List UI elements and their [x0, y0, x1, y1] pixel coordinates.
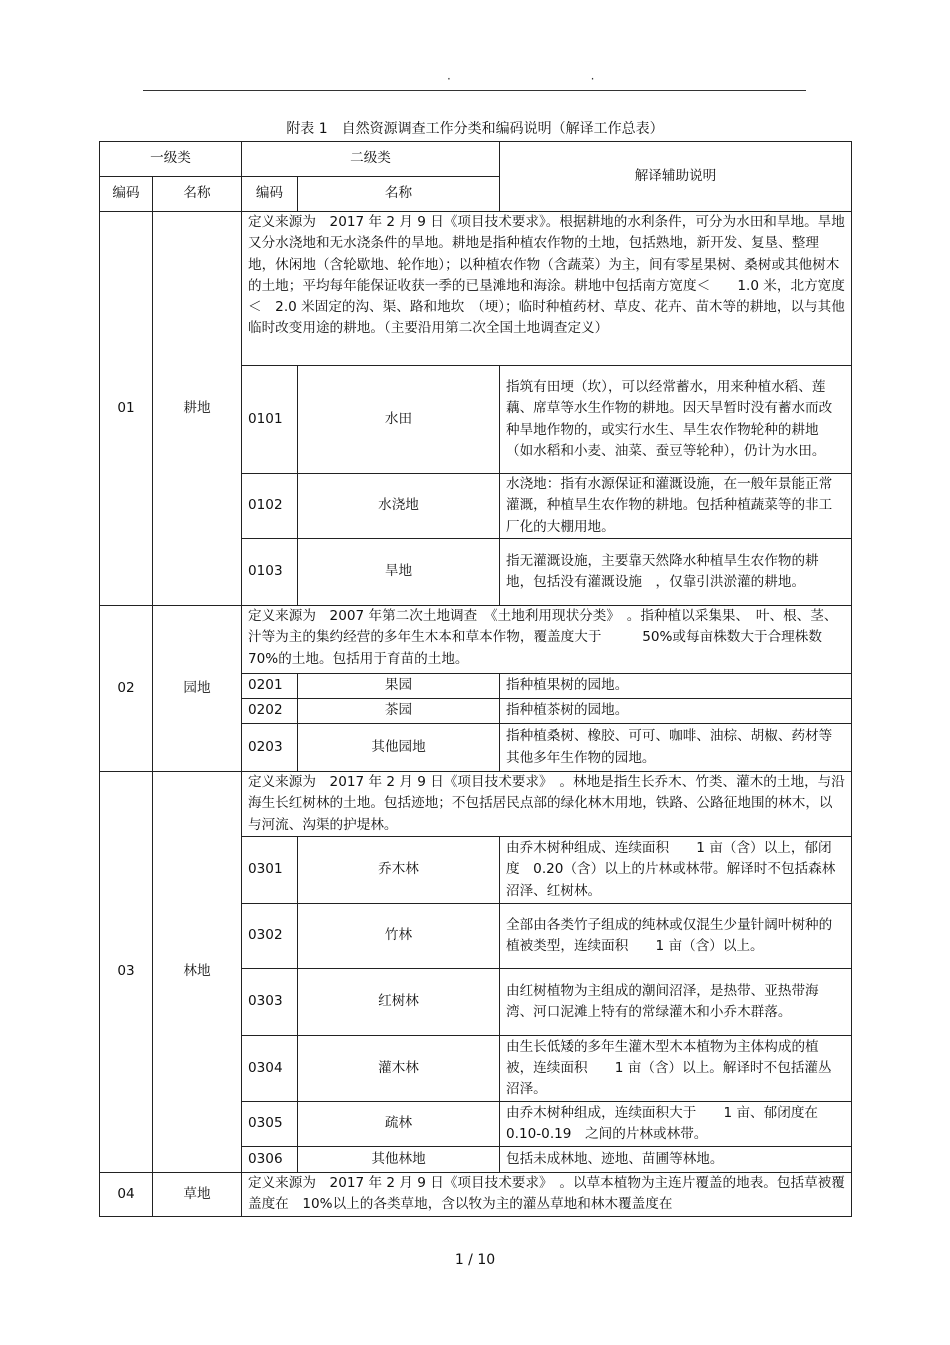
item-code: 0103	[242, 539, 298, 606]
item-name: 水田	[298, 366, 500, 474]
item-name: 其他园地	[298, 724, 500, 772]
item-name: 灌木林	[298, 1036, 500, 1102]
description-header: 解译辅助说明	[500, 142, 852, 212]
item-name: 茶园	[298, 699, 500, 724]
item-description: 由乔木树种组成、连续面积 1 亩（含）以上，郁闭度 0.20（含）以上的片林或林带。解译时不包括森林沼泽、红树林。	[500, 837, 852, 904]
group-code: 01	[100, 212, 153, 606]
group-name: 林地	[153, 772, 242, 1173]
item-code: 0301	[242, 837, 298, 904]
group-name: 耕地	[153, 212, 242, 606]
item-code: 0303	[242, 969, 298, 1036]
group-definition: 定义来源为 2017 年 2 月 9 日《项目技术要求》。根据耕地的水利条件，可分为水田和旱地。旱地又分水浇地和无水浇条件的旱地。耕地是指种植农作物的土地，包括熟地，新开发、复垦、整理地，休闲地（含轮歇地、轮作地）；以种植农作物（含蔬菜）为主，间有零星果树、桑树或其他树木的土地；平均每年能保证收获一季的已垦滩地和海涂。耕地中包括南方宽度＜ 1.0 米，北方宽度＜ 2.0 米固定的沟、渠、路和地坎 （埂）；临时种植药材、草皮、花卉、苗木等的耕地，以与其他临时改变用途的耕地。（主要沿用第二次全国土地调查定义）	[242, 212, 852, 366]
item-description: 由生长低矮的多年生灌木型木本植物为主体构成的植被，连续面积 1 亩（含）以上。解译时不包括灌丛沼泽。	[500, 1036, 852, 1102]
item-code: 0203	[242, 724, 298, 772]
item-description: 指种植果树的园地。	[500, 674, 852, 699]
item-description: 指种植桑树、橡胶、可可、咖啡、油棕、胡椒、药材等其他多年生作物的园地。	[500, 724, 852, 772]
level2-header: 二级类	[242, 142, 500, 177]
item-code: 0202	[242, 699, 298, 724]
group-code: 03	[100, 772, 153, 1173]
item-code: 0306	[242, 1147, 298, 1173]
item-description: 指筑有田埂（坎），可以经常蓄水，用来种植水稻、莲藕、席草等水生作物的耕地。因天旱暂时没有蓄水而改种旱地作物的，或实行水生、旱生农作物轮种的耕地（如水稻和小麦、油菜、蚕豆等轮种），仍计为水田。	[500, 366, 852, 474]
group-definition: 定义来源为 2007 年第二次土地调查 《土地利用现状分类》 。指种植以采集果、 叶、根、茎、汁等为主的集约经营的多年生木本和草本作物，覆盖度大于 50%或每亩株数大于合理株数 70%的土地。包括用于育苗的土地。	[242, 606, 852, 674]
item-code: 0101	[242, 366, 298, 474]
table-title: 附表 1 自然资源调查工作分类和编码说明（解译工作总表）	[286, 121, 664, 137]
group-definition: 定义来源为 2017 年 2 月 9 日《项目技术要求》 。林地是指生长乔木、竹类、灌木的土地，与沿海生长红树林的土地。包括迹地；不包括居民点部的绿化林木用地，铁路、公路征地围的林木，以与河流、沟渠的护堤林。	[242, 772, 852, 837]
item-description: 由红树植物为主组成的潮间沼泽，是热带、亚热带海湾、河口泥滩上特有的常绿灌木和小乔木群落。	[500, 969, 852, 1036]
item-description: 由乔木树种组成，连续面积大于 1 亩、郁闭度在 0.10-0.19 之间的片林或林带。	[500, 1102, 852, 1147]
item-name: 红树林	[298, 969, 500, 1036]
item-name: 乔木林	[298, 837, 500, 904]
item-name: 水浇地	[298, 474, 500, 539]
item-code: 0102	[242, 474, 298, 539]
item-name: 竹林	[298, 904, 500, 969]
item-code: 0304	[242, 1036, 298, 1102]
item-code: 0305	[242, 1102, 298, 1147]
item-description: 包括未成林地、迹地、苗圃等林地。	[500, 1147, 852, 1173]
l2-name-header: 名称	[298, 177, 500, 212]
group-code: 04	[100, 1173, 153, 1217]
l2-code-header: 编码	[242, 177, 298, 212]
classification-table	[99, 141, 852, 1217]
group-code: 02	[100, 606, 153, 772]
l1-code-header: 编码	[100, 177, 153, 212]
item-description: 水浇地：指有水源保证和灌溉设施，在一般年景能正常灌溉，种植旱生农作物的耕地。包括种植蔬菜等的非工厂化的大棚用地。	[500, 474, 852, 539]
item-description: 指无灌溉设施，主要靠天然降水种植旱生农作物的耕地，包括没有灌溉设施 ，仅靠引洪淤灌的耕地。	[500, 539, 852, 606]
item-name: 疏林	[298, 1102, 500, 1147]
item-name: 果园	[298, 674, 500, 699]
item-name: 旱地	[298, 539, 500, 606]
group-name: 草地	[153, 1173, 242, 1217]
group-definition: 定义来源为 2017 年 2 月 9 日《项目技术要求》 。以草本植物为主连片覆盖的地表。包括草被覆盖度在 10%以上的各类草地，含以牧为主的灌丛草地和林木覆盖度在	[242, 1173, 852, 1217]
header-dots: · ·	[447, 72, 663, 86]
page-number: 1 / 10	[454, 1252, 496, 1268]
group-name: 园地	[153, 606, 242, 772]
item-name: 其他林地	[298, 1147, 500, 1173]
item-code: 0302	[242, 904, 298, 969]
l1-name-header: 名称	[153, 177, 242, 212]
item-description: 指种植茶树的园地。	[500, 699, 852, 724]
item-description: 全部由各类竹子组成的纯林或仅混生少量针阔叶树种的植被类型，连续面积 1 亩（含）以上。	[500, 904, 852, 969]
header-rule	[143, 90, 806, 91]
level1-header: 一级类	[100, 142, 242, 177]
item-code: 0201	[242, 674, 298, 699]
